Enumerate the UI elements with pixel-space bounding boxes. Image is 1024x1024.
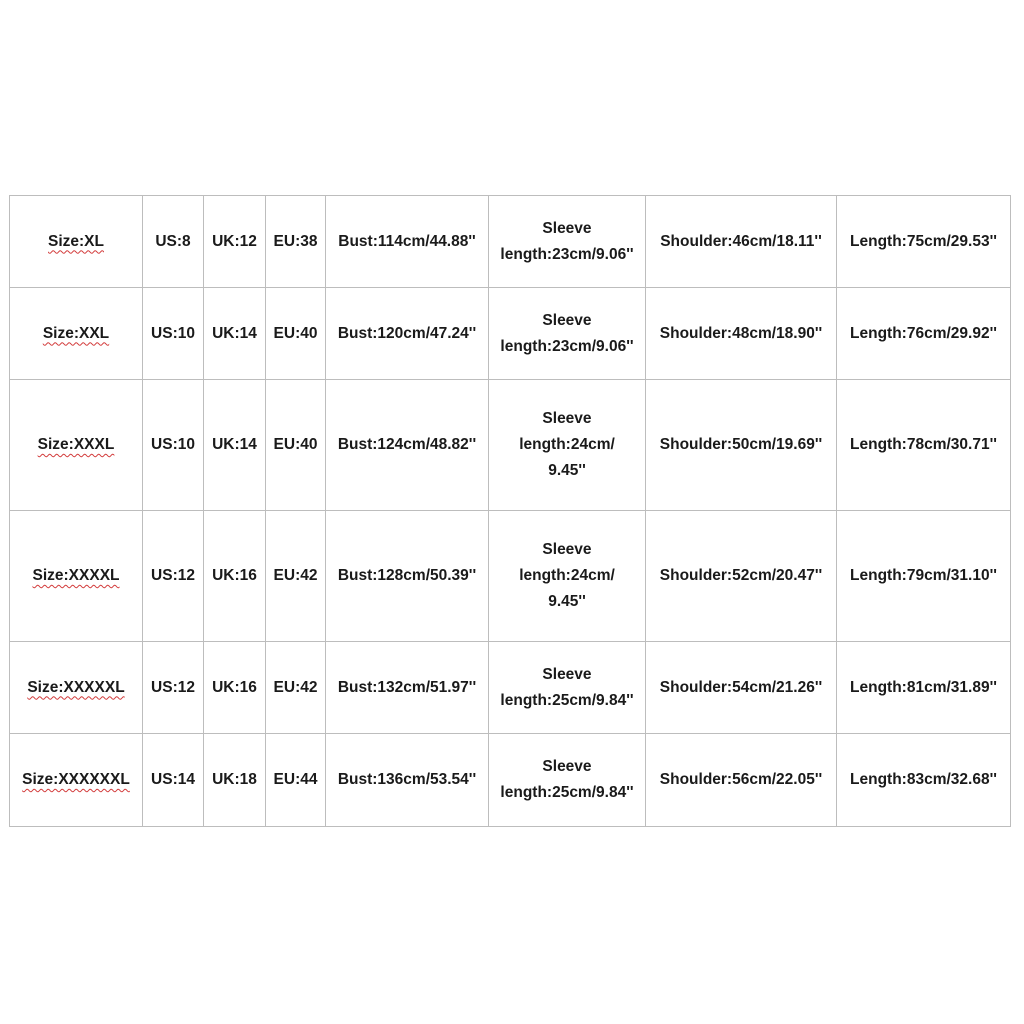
size-cell (10, 734, 143, 827)
sleeve-length-cell (489, 288, 646, 380)
size-cell (10, 380, 143, 511)
length-cell: Length:83cm/32.68'' (837, 734, 1011, 827)
shoulder-cell: Shoulder:50cm/19.69'' (646, 380, 837, 511)
size-label: Size:XXL (42, 324, 110, 342)
eu-size-cell: EU:38 (266, 196, 326, 288)
eu-size-cell: EU:40 (266, 288, 326, 380)
shoulder-cell: Shoulder:48cm/18.90'' (646, 288, 837, 380)
sleeve-line: Sleeve (542, 219, 592, 237)
sleeve-line: length:24cm/ (519, 436, 615, 453)
size-cell (10, 288, 143, 380)
us-size-cell: US:8 (143, 196, 204, 288)
sleeve-line: 9.45'' (548, 593, 586, 610)
size-row-xxxxxl (10, 642, 1011, 734)
sleeve-line: length:25cm/9.84'' (500, 784, 634, 801)
size-row-xxxl (10, 380, 1011, 511)
sleeve-length-cell (489, 380, 646, 511)
size-chart-table (9, 195, 1011, 827)
length-cell: Length:78cm/30.71'' (837, 380, 1011, 511)
sleeve-length-cell (489, 511, 646, 642)
shoulder-cell: Shoulder:54cm/21.26'' (646, 642, 837, 734)
eu-size-cell: EU:44 (266, 734, 326, 827)
shoulder-cell: Shoulder:46cm/18.11'' (646, 196, 837, 288)
sleeve-line: length:23cm/9.06'' (500, 245, 634, 263)
sleeve-length-cell (489, 642, 646, 734)
sleeve-line: Sleeve (542, 311, 592, 329)
length-cell: Length:79cm/31.10'' (837, 511, 1011, 642)
length-cell: Length:81cm/31.89'' (837, 642, 1011, 734)
size-label: Size:XXXXXL (27, 678, 125, 696)
shoulder-cell: Shoulder:56cm/22.05'' (646, 734, 837, 827)
sleeve-line: 9.45'' (548, 462, 586, 479)
sleeve-line: Sleeve (542, 541, 592, 558)
size-row-xxxxxxl (10, 734, 1011, 827)
bust-cell: Bust:132cm/51.97'' (326, 642, 489, 734)
sleeve-line: length:25cm/9.84'' (500, 691, 634, 709)
us-size-cell: US:14 (143, 734, 204, 827)
uk-size-cell: UK:18 (204, 734, 266, 827)
size-label: Size:XXXXL (32, 567, 120, 584)
size-label: Size:XXXL (37, 436, 115, 453)
bust-cell: Bust:114cm/44.88'' (326, 196, 489, 288)
eu-size-cell: EU:42 (266, 511, 326, 642)
us-size-cell: US:10 (143, 380, 204, 511)
uk-size-cell: UK:16 (204, 642, 266, 734)
sleeve-line: Sleeve (542, 758, 592, 775)
uk-size-cell: UK:16 (204, 511, 266, 642)
shoulder-cell: Shoulder:52cm/20.47'' (646, 511, 837, 642)
size-row-xxl (10, 288, 1011, 380)
uk-size-cell: UK:14 (204, 380, 266, 511)
size-cell (10, 642, 143, 734)
sleeve-line: Sleeve (542, 665, 592, 683)
eu-size-cell: EU:42 (266, 642, 326, 734)
size-label: Size:XL (48, 232, 104, 250)
length-cell: Length:75cm/29.53'' (837, 196, 1011, 288)
size-cell (10, 196, 143, 288)
size-row-xl (10, 196, 1011, 288)
size-cell (10, 511, 143, 642)
bust-cell: Bust:120cm/47.24'' (326, 288, 489, 380)
size-row-xxxxl (10, 511, 1011, 642)
bust-cell: Bust:128cm/50.39'' (326, 511, 489, 642)
us-size-cell: US:12 (143, 511, 204, 642)
sleeve-line: length:24cm/ (519, 567, 615, 584)
us-size-cell: US:12 (143, 642, 204, 734)
uk-size-cell: UK:12 (204, 196, 266, 288)
length-cell: Length:76cm/29.92'' (837, 288, 1011, 380)
us-size-cell: US:10 (143, 288, 204, 380)
bust-cell: Bust:136cm/53.54'' (326, 734, 489, 827)
eu-size-cell: EU:40 (266, 380, 326, 511)
sleeve-line: length:23cm/9.06'' (500, 337, 634, 355)
size-label: Size:XXXXXXL (22, 771, 130, 788)
sleeve-length-cell (489, 196, 646, 288)
sleeve-line: Sleeve (542, 410, 592, 427)
sleeve-length-cell (489, 734, 646, 827)
uk-size-cell: UK:14 (204, 288, 266, 380)
bust-cell: Bust:124cm/48.82'' (326, 380, 489, 511)
